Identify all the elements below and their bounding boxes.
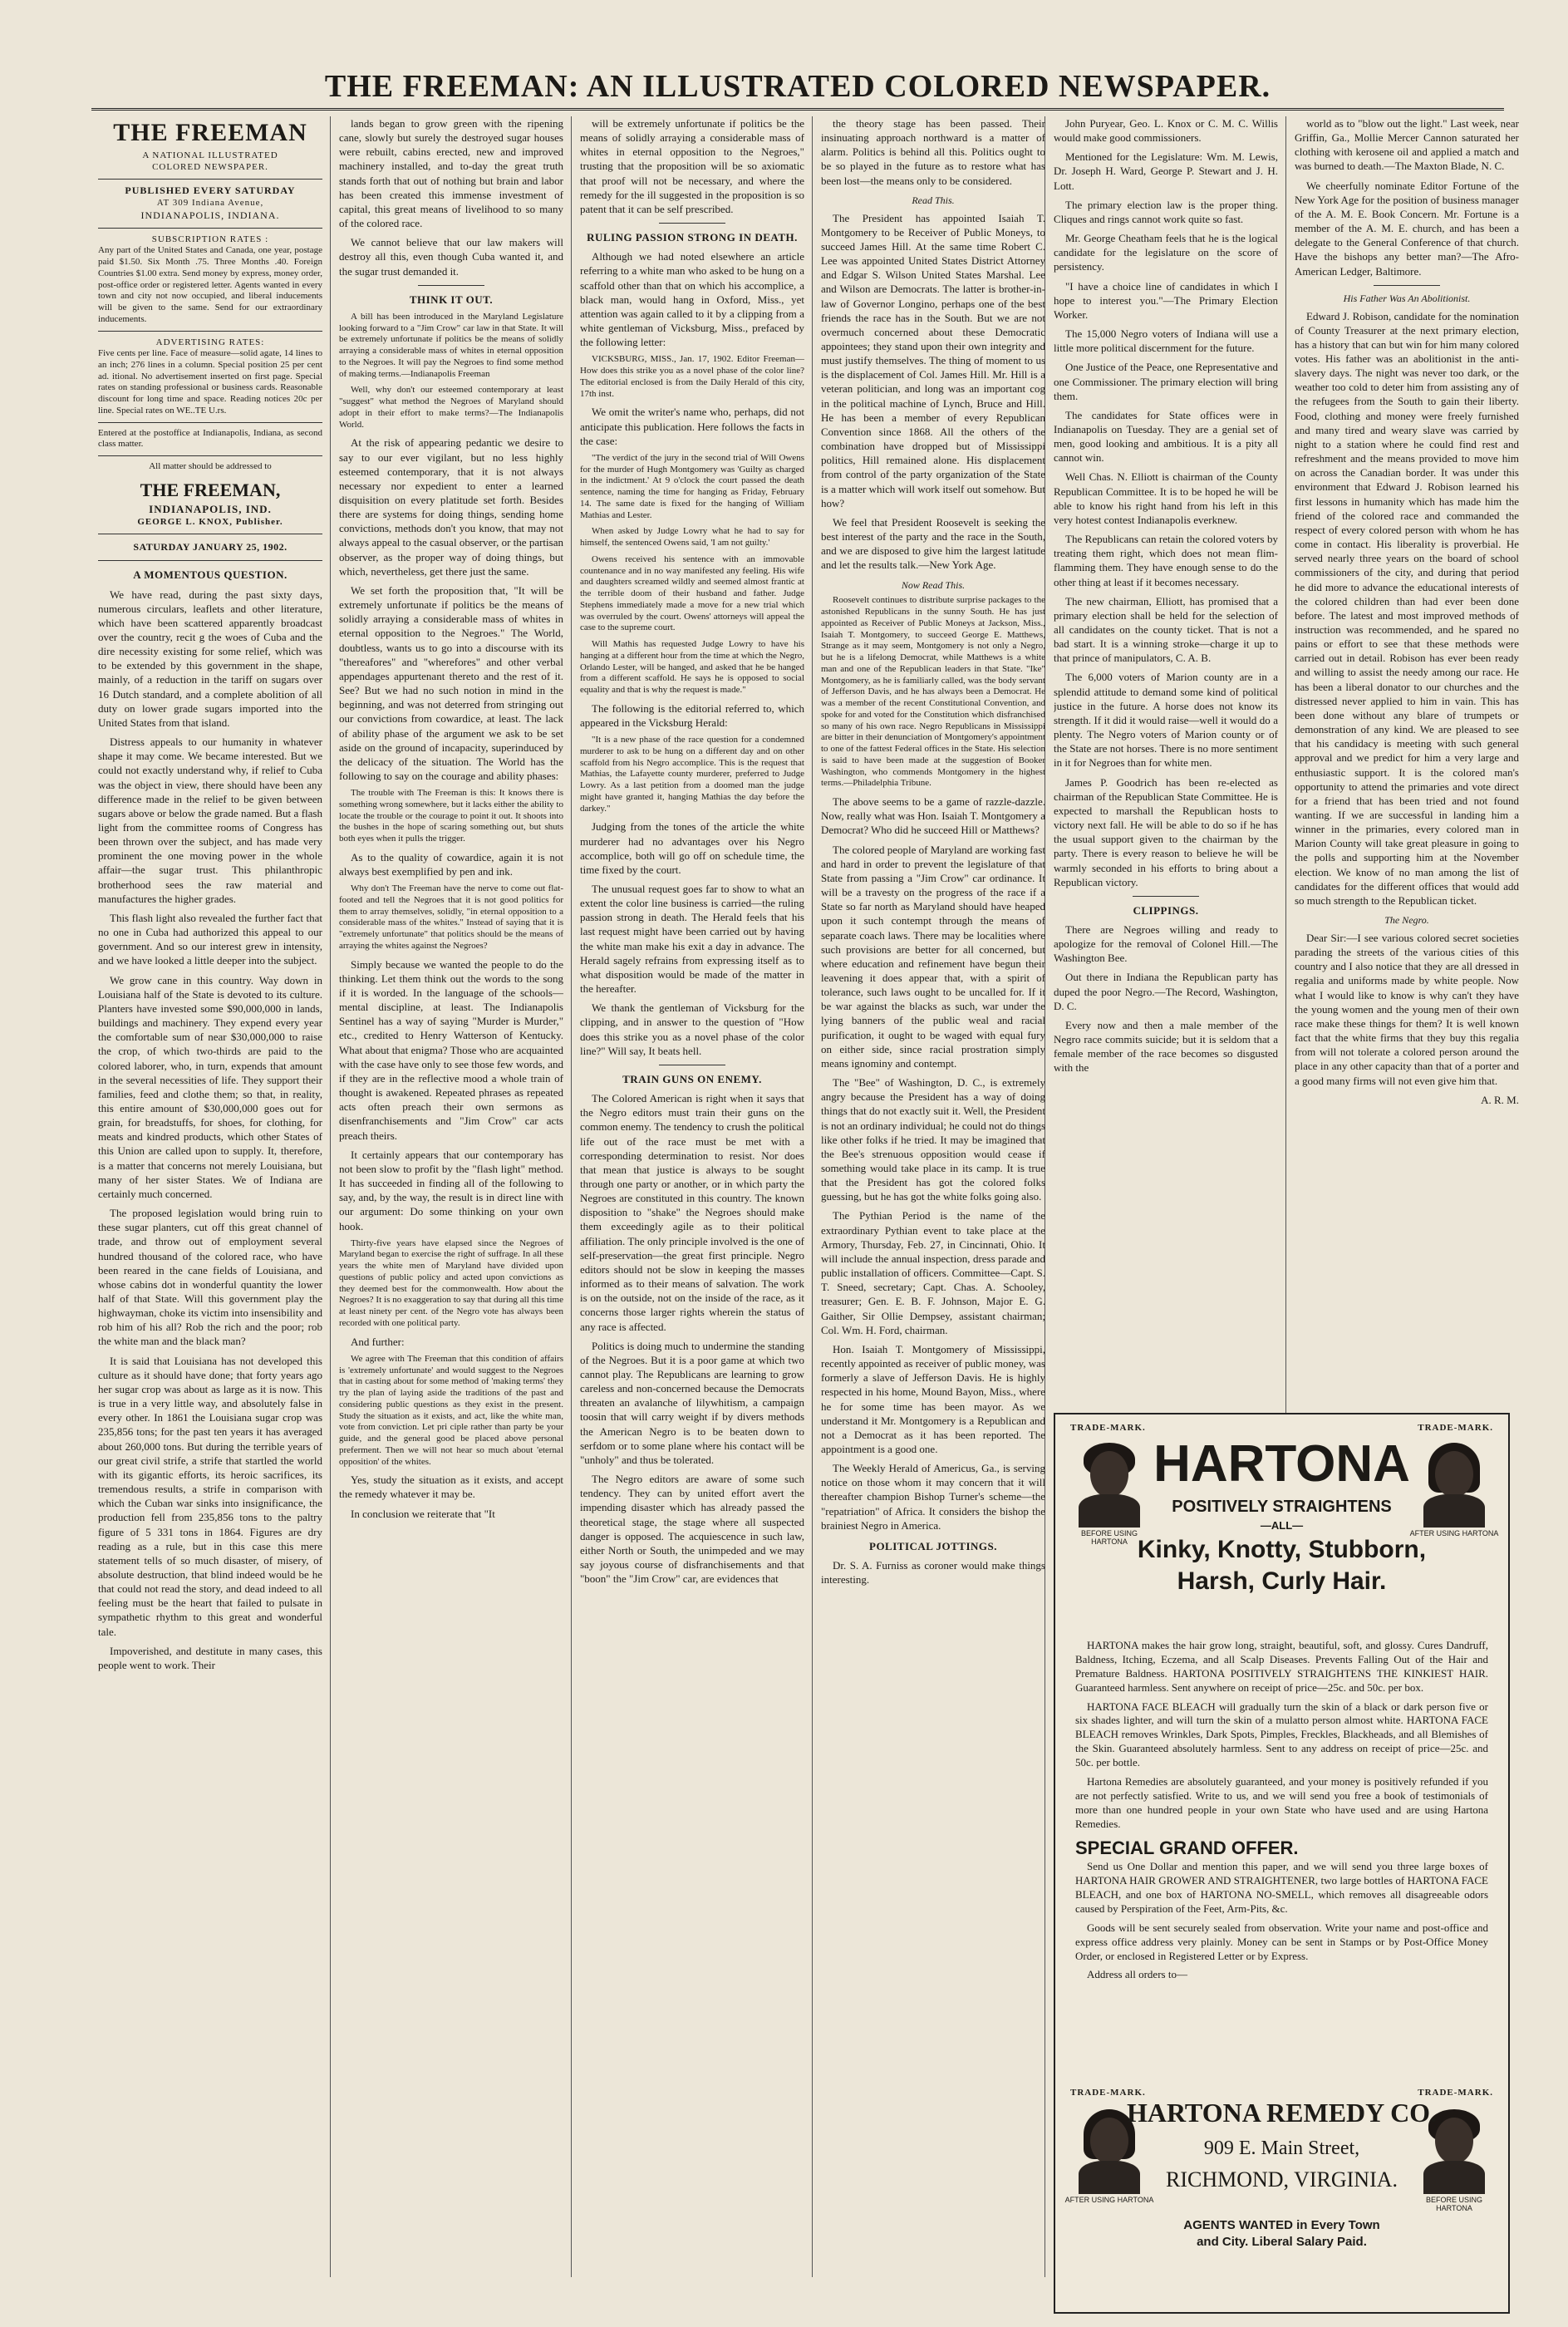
article-paragraph: The Negro editors are aware of some such tendency. They can by united effort avert the impending disaster which has already passed the theoretical stage, the stage where all suspected danger is opposed. The acquiescence in such law, either North or South, the unimpeded and we may say joyous course of disfranchisements and that "boon" the "Jim Crow" car, are evidences that <box>580 1473 804 1586</box>
article-paragraph: James P. Goodrich has been re-elected as chairman of the Republican State Committee. He is expected to marshall the Republican hosts to victory next fall. He will be able to do so if he has the usual support given to the chairman by the party. There is every reason to believe he will be warmly seconded in his efforts to bring about a Republican victory. <box>1054 775 1278 888</box>
article-paragraph: Owens received his sentence with an immovable countenance and in no way manifested any feeling. His wife and daughters screamed wildly and seemed almost frantic at the terrible doom of their husband and father. Judge Stephens immediately made a move for a new trial which was overruled by the court. Owens' attorneys will appeal the case to the supreme court. <box>580 553 804 633</box>
article-headline: His Father Was An Abolitionist. <box>1343 292 1471 304</box>
ad-paragraph: Address all orders to— <box>1087 1968 1187 1981</box>
published-line: PUBLISHED EVERY SATURDAY <box>125 184 296 196</box>
column-2 <box>339 116 563 2277</box>
masthead-box-subtitle: COLORED NEWSPAPER. <box>152 162 268 173</box>
divider <box>418 285 484 286</box>
column-divider <box>571 116 572 2277</box>
article-paragraph: Well, why don't our esteemed contemporary at least "suggest" what method the Negroes of Maryland should adopt in their effort to make terms?—The Indianapolis World. <box>339 385 563 430</box>
issue-date: SATURDAY JANUARY 25, 1902. <box>133 540 288 553</box>
brand-name: HARTONA <box>1153 1435 1410 1493</box>
trademark-label: TRADE-MARK. <box>1070 2088 1146 2098</box>
article-paragraph: Every now and then a male member of the Negro race commits suicide; but it is seldom that a female member of the race becomes so disgusted with the <box>1054 1018 1278 1075</box>
agents-wanted: AGENTS WANTED in Every Town and City. Liberal Salary Paid. <box>1183 2218 1380 2250</box>
special-offer-heading: SPECIAL GRAND OFFER. <box>1075 1837 1299 1858</box>
article-paragraph: The above seems to be a game of razzle-dazzle. Now, really what was Hon. Isaiah T. Montgomery a Democrat? Who did he succeed Hill or Matthews? <box>821 795 1045 837</box>
article-paragraph: One Justice of the Peace, one Representative and one Commissioner. The primary election will bring them. <box>1054 361 1278 402</box>
article-headline: A MOMENTOUS QUESTION. <box>133 568 288 582</box>
article-paragraph: We feel that President Roosevelt is seeking the best interest of the party and the race in the South, and we are disposed to give him the largest latitude and let the results talk.—New York Age. <box>821 515 1045 572</box>
advertising-text: Five cents per line. Face of measure—solid agate, 14 lines to an inch; 276 lines in a column. Special position 25 per cent ad. itional. No advertisement inserted on first page. Special rates on standing professional or business cards. Reasonable discount for long time and space. Reading notices 20c per line. Special rates on WE..TE U.rs. <box>98 348 322 416</box>
ad-paragraph: HARTONA FACE BLEACH will gradually turn the skin of a black or dark person five or six shades lighter, and will turn the skin of a mulatto person almost white. HARTONA FACE BLEACH removes Wrinkles, Dark Spots, Pimples, Freckles, Blackheads, and all Blemishes of the Skin. Guaranteed absolutely harmless. Sent to any address on receipt of price—25c. and 50c. per bottle. <box>1075 1700 1488 1769</box>
article-paragraph: This flash light also revealed the further fact that no one in Cuba had authorized this appeal to our government. And so our interest grew in intensity, and we have looked a little deeper into the subject. <box>98 911 322 967</box>
article-paragraph: There are Negroes willing and ready to apologize for the removal of Colonel Hill.—The Washington Bee. <box>1054 922 1278 965</box>
article-paragraph: Impoverished, and destitute in many cases, this people went to work. Their <box>98 1644 322 1671</box>
article-paragraph: VICKSBURG, MISS., Jan. 17, 1902. Editor Freeman—How does this strike you as a novel phase of the color line? The editorial enclosed is from the Daily Herald of this city, 17th inst. <box>580 354 804 399</box>
article-paragraph: "The verdict of the jury in the second trial of Will Owens for the murder of Hugh Montgomery was 'Guilty as charged in the indictment.' At 9 o'clock the court passed the death sentence, naming the time for hanging as Friday, February 14. The same date is fixed for the hanging of William Mathias and Lester. <box>580 452 804 520</box>
article-paragraph: Thirty-five years have elapsed since the Negroes of Maryland began to exercise the right of suffrage. In all these years the white men of Maryland have divided upon questions of public policy and acted upon convictions as they deemed best for the commonwealth. How about the Negroes? It is no exaggeration to say that during all this time at least ninety per cent. of the Negro vote has always been recorded with one political party. <box>339 1237 563 1328</box>
article-paragraph: the theory stage has been passed. Their insinuating approach northward is a matter of alarm. Politics is behind all this. Politics ought to be so played in the future as to restore what has been lost—the means only to be considered. <box>821 117 1045 187</box>
city-line: INDIANAPOLIS, INDIANA. <box>140 209 280 221</box>
divider <box>98 455 322 456</box>
article-headline: CLIPPINGS. <box>1133 903 1199 917</box>
article-paragraph: The Weekly Herald of Americus, Ga., is serving notice on those whom it may concern that it will thereafter champion Bishop Turner's scheme—the "repatriation" of Africa. It considers the bishop the brainiest Negro in America. <box>821 1462 1045 1532</box>
article-paragraph: "It is a new phase of the race question for a condemned murderer to ask to be hung on a different day and on other scaffold from his Negro accomplice. This is the request that Mathias, the Lafayette county murderer, preferred to Judge Lowry. As a last petition from a doomed man the judge might have granted it, hanging Mathias the day before the darkey." <box>580 735 804 814</box>
article-headline: POLITICAL JOTTINGS. <box>869 1539 997 1552</box>
article-paragraph: In conclusion we reiterate that "It <box>351 1507 495 1520</box>
divider <box>1374 285 1440 286</box>
ad-paragraph: Send us One Dollar and mention this paper, and we will send you three large boxes of HARTONA HAIR GROWER AND STRAIGHTENER, two large bottles of HARTONA FACE BLEACH, and one box of HARTONA NO-SMELL, which removes all disagreeable odors caused by Perspiration of the Feet, Arm-Pits, &c. <box>1075 1860 1488 1915</box>
article-paragraph: And further: <box>351 1335 405 1348</box>
divider <box>1133 896 1199 897</box>
divider <box>98 331 322 332</box>
divider <box>659 223 725 224</box>
subscription-text: Any part of the United States and Canada, one year, postage paid $1.50. Six Month .75. Three Months .40. Foreign Countries $1.00 extra. Send money by express, money order, post-office order or registered letter. Agents wanted in every town and city not now occupied, and liberal inducements will be given to the same. Send for our extraordinary inducements. <box>98 245 322 324</box>
column-divider <box>330 116 331 2277</box>
article-paragraph: The "Bee" of Washington, D. C., is extremely angry because the President has a way of doing things that do not exactly suit it. Well, the President is not an ordinary individual; he could not do things like other folks if he tried. It may be imagined that the Bee's strenuous opposition would cease if something would take place in its camp. It is true that the President has got the colored folks guessing, but he has got the white folks going also. <box>821 1076 1045 1203</box>
article-paragraph: As to the quality of cowardice, again it is not always best exemplified by pen and ink. <box>339 850 563 878</box>
company-street: 909 E. Main Street, <box>1203 2138 1360 2159</box>
trademark-label: TRADE-MARK. <box>1070 1423 1146 1433</box>
article-paragraph: lands began to grow green with the ripening cane, slowly but surely the destroyed sugar houses were rebuilt, cabins erected, new and improved machinery installed, and to-day the great truth stands forth that out of nothing but brain and labor has been created this immense investment of capital, this great means of livelihood to so many of the colored race. <box>339 117 563 230</box>
portrait-caption: BEFORE USING HARTONA <box>1425 2196 1482 2212</box>
article-paragraph: Dr. S. A. Furniss as coroner would make things interesting. <box>821 1559 1045 1587</box>
article-paragraph: Edward J. Robison, candidate for the nomination of County Treasurer at the next primary election, has a history that can but win for him many colored votes. His father was an abolitionist in the anti-slavery days. The night was never too dark, or the weather too cold to deter him from assisting any of the refugees from the South to gain their liberty. Food, clothing and money were freely furnished and many tired and weary slave was carried by night to a station where he could find rest and refreshment and the means provided to move him on across the Canadian border. It was under this environment that Edward J. Robison learned his first lessons in humanity which has made him the friend of the colored race and commanded the respect of every colored person with whom he has come in contact. His liberality is proverbial. He served nearly three years on the board of school commissioners of the city, and during that period he did more to advance the educational interests of the colored children than had ever been done before. The latest and most improved methods of instruction was recommended, and he spared no pains or effort to see that these methods were carried out in detail. Robison has ever been ready and willing to assist the needy among our race. He has been a liberal donator to our churches and the distressed never applied to him in vain. This has been done without any blare of trumpets or demonstration of any kind. We are pleased to see that his candidacy is meeting with such general approval and we predict for him a very large and enthusiastic support. It is the colored man's opportunity to attend the primaries and vote direct for a friend that has been tried and not found wanting. If we are successful in landing him a winner in the primaries, every colored man in Marion County will take great pleasure in going to the polls and supporting him at the November election. We know of no man among the list of candidates for the different offices that would add so much strength to the Republican ticket. <box>1295 309 1519 907</box>
article-paragraph: We set forth the proposition that, "It will be extremely unfortunate if politics be the means of solidly arraying a considerable mass of whites in eternal opposition to the Negroes." The World, doubtless, wants us to go into a discourse with its "thereafores" and "wherefores" and other verbal appendages appurtenant thereto and the rest of it. See? But we had no such notion in mind in the beginning, and was not deterred from stringing out our convictions from cowardice, at least. The lack of ability phase of the argument we ask to be set aside on the ground of incapacity, superinduced by the delicacy of the situation. The World has the following to say on the courage and ability phases: <box>339 583 563 782</box>
entered-notice: Entered at the postoffice at Indianapolis, Indiana, as second class matter. <box>98 427 322 450</box>
article-paragraph: The Colored American is right when it says that the Negro editors must train their guns on the common enemy. The tendency to crush the political life out of the race must be met with a corresponding determination to resist. Nor does that mean that justice is always to be sought through one party or another, or in which party the Negroes are constituted in this country. The known disposition to "shake" the Negroes should make them exceedingly agile as to their political affiliation. The only principle involved is the one of self-preservation—the great first principle. Negro editors should not be slow in keeping the masses informed as to their means of salvation. The work is on the outside, not on the inside of the race, as it concerns those larger rights wherein the status of any race is affected. <box>580 1092 804 1333</box>
article-paragraph: The primary election law is the proper thing. Cliques and rings cannot work quite so fast. <box>1054 198 1278 225</box>
article-paragraph: Mr. George Cheatham feels that he is the logical candidate for the legislature on the score of persistency. <box>1054 232 1278 273</box>
publisher-city: INDIANAPOLIS, IND. <box>149 502 272 515</box>
article-headline: Now Read This. <box>901 578 966 591</box>
article-paragraph: We thank the gentleman of Vicksburg for the clipping, and in answer to the question of "How does this strike you as a novel phase of the color line?" Will say, It beats hell. <box>580 1001 804 1057</box>
article-paragraph: Yes, study the situation as it exists, and accept the remedy whatever it may be. <box>339 1473 563 1501</box>
column-1 <box>98 116 322 2277</box>
article-paragraph: The unusual request goes far to show to what an extent the color line business is carried—the ruling passion strong in death. The Herald feels that his last request might have been carried out by having the white man make his exit a day in advance. The Herald sagely refrains from expressing itself as to what disposition would be made of the matter in the hereafter. <box>580 883 804 996</box>
column-3 <box>580 116 804 2277</box>
tagline: Harsh, Curly Hair. <box>1177 1567 1387 1595</box>
article-paragraph: The colored people of Maryland are working fast and hard in order to prevent the legislature of that State from passing a "Jim Crow" car ordinance. It will be a travesty on the progress of the race if a State so far north as Maryland should have heaped upon it such contempt through the means of separate coach laws. There may be localities where such provisions are better for all concerned, but where education and refinement have begun their leavening it does appear that, with a spirit of tolerance, such laws ought to be uncalled for. If it be war against the blacks as such, war under the lying banners of the public weal and racial purification, it ought to be waged with equal fury on either side, since racial prostration simply means ignominy and contempt. <box>821 843 1045 1070</box>
letter-signature: A. R. M. <box>1481 1093 1519 1106</box>
column-divider <box>812 116 813 2277</box>
divider <box>98 560 322 561</box>
hartona-advertisement <box>1054 1413 1510 2314</box>
column-4 <box>821 116 1045 2277</box>
article-paragraph: Hon. Isaiah T. Montgomery of Mississippi, recently appointed as receiver of public money, was formerly a slave of Jefferson Davis. He is highly respected in his home, Mound Bayon, Miss., where he for some time has been mayor. As we understand it Mr. Montgomery is a Republican and not a Democrat as it has been reported. The appointment is a good one. <box>821 1342 1045 1455</box>
article-paragraph: It certainly appears that our contemporary has not been slow to profit by the "flash light" method. It has succeeded in finding all of the following to say, and, by the way, the result is in direct line with our argument: Do some thinking on your own hook. <box>339 1148 563 1232</box>
company-city: RICHMOND, VIRGINIA. <box>1165 2167 1398 2192</box>
article-paragraph: When asked by Judge Lowry what he had to say for himself, the sentenced Owens said, 'I am not guilty.' <box>580 526 804 549</box>
column-6 <box>1295 116 1519 1400</box>
article-paragraph: The trouble with The Freeman is this: It knows there is something wrong somewhere, but it lacks either the ability to locate the trouble or the courage to point it out. It shoots into the bushes in the hope of scaring something out, but shuts both eyes when it pulls the trigger. <box>339 788 563 844</box>
article-paragraph: John Puryear, Geo. L. Knox or C. M. C. Willis would make good commissioners. <box>1054 117 1278 145</box>
address-notice: All matter should be addressed to <box>149 461 272 472</box>
article-paragraph: We omit the writer's name who, perhaps, did not anticipate this publication. Here follows the facts in the case: <box>580 406 804 447</box>
masthead-box-subtitle: A NATIONAL ILLUSTRATED <box>142 150 278 160</box>
publisher-line: GEORGE L. KNOX, Publisher. <box>137 517 283 528</box>
article-paragraph: The proposed legislation would bring ruin to these sugar planters, cut off this great channel of trade, and throw out of employment several hundred thousand of the colored race, who have been reared in the cane fields of Louisiana, and whose cabins dot in wonderful quantity the lower half of that State. Will this government play the highwayman, choke its victim into insensibility and rob him of his all? Rob the rich and the poor; rob the white man and the black man? <box>98 1207 322 1348</box>
article-paragraph: Dear Sir:—I see various colored secret societies parading the streets of the various cities of this country and I also notice that they are all dressed in regalia and uniforms made by white people. Now what I would like to know is why can't they have the young women and the young men of their own race make these things for them? It is well known fact that the white firms that they buy this regalia from will not tolerate a colored person around the place in any other capacity than that of a porter and a good many firms will not even give him that. <box>1295 931 1519 1087</box>
article-headline: RULING PASSION STRONG IN DEATH. <box>587 231 798 244</box>
article-paragraph: The 15,000 Negro voters of Indiana will use a little more political discernment for the future. <box>1054 327 1278 355</box>
article-paragraph: Distress appeals to our humanity in whatever shape it may come. We became interested. But we could not exactly understand why, if relief to Cuba was the object in view, there should have been any difference made in the relief to be given between sugars above or below the grade named. But a flash light from the committee rooms of Congress has been thrown over the subject, and has made very prominent the one moving power in the whole affair—the sugar trust. This philanthropic brotherhood sees the raw material and manufactures the higher grades. <box>98 735 322 905</box>
article-paragraph: Judging from the tones of the article the white murderer had no advantages over his Negro accomplice, both will go off on schedule time, the time fixed by the court. <box>580 820 804 876</box>
advertising-heading: ADVERTISING RATES: <box>155 337 265 347</box>
tagline: POSITIVELY STRAIGHTENS <box>1172 1498 1392 1516</box>
article-paragraph: Will Mathis has requested Judge Lowry to have his hanging at a different hour from the time at which the Negro, Orlando Lester, will be hanged, and asked that he be hanged from a different scaffold. He says he is opposed to social equality and that is why the request is made." <box>580 639 804 696</box>
trademark-label: TRADE-MARK. <box>1418 2088 1493 2098</box>
article-paragraph: At the risk of appearing pedantic we desire to say to our ever vigilant, but no less highly esteemed contemporary, that it is not always necessary nor expedient to enter a learned disquisition on every platitude set forth. Besides there are systems for doing things, sending home convictions, methods don't you know, that may not always appeal to the casual observer, or the partisan observer, as the proper way of doing things, but which, nevertheless, get there just the same. <box>339 436 563 578</box>
article-paragraph: The Pythian Period is the name of the extraordinary Pythian event to take place at the Armory, Thursday, Feb. 27, in Cincinnati, Ohio. It will include the annual inspection, dress parade and public installation of officers. Committee—Capt. S. T. Sneed, secretary; Capt. Chas. A. Schooley, treasurer; Gen. E. B. F. Johnson, Major E. G. Gaither, Sir Ollie Dempsey, assistant chairman; Col. Wm. H. Ford, chairman. <box>821 1209 1045 1336</box>
article-headline: THINK IT OUT. <box>409 293 494 306</box>
article-paragraph: We have read, during the past sixty days, numerous circulars, leaflets and other literature, which have been scattered apparently broadcast over the country, recit g the woes of Cuba and the dire necessity existing for some relief, which was to be extended by this government in the shape, mainly, of a reduction in the tariff on sugars over 16 Dutch standard, and a complete abolition of all duty on lower grade sugars imported into the United States from that island. <box>98 588 322 729</box>
article-paragraph: will be extremely unfortunate if politics be the means of solidly arraying a considerable mass of whites in eternal opposition to the Negroes," trusting that the proposition will be so axiomatic that proof will not be necessary, and where the remedy for the ill suggested in the proposition is so patent that it can be self prescribed. <box>580 117 804 215</box>
portrait-caption: AFTER USING HARTONA <box>1409 1529 1499 1537</box>
article-headline: The Negro. <box>1384 914 1429 927</box>
article-paragraph: We agree with The Freeman that this condition of affairs is 'extremely unfortunate' and would suggest to the Negroes that in casting about for some method of 'making terms' they try the plan of laying aside the traditions of the past and considering public questions as they exist in the present. Study the situation as it exists, and act, like the white man, vote from conviction. Let pri ciple rather than party be your guide, and the general good be placed above personal preferment. Then we will not hear so much about 'eternal opposition' of the whites. <box>339 1353 563 1467</box>
article-paragraph: It is said that Louisiana has not developed this culture as it should have done; that forty years ago her sugar crop was about as large as it is now. This is true in a very little way, and absolutely false in every other. In 1861 the Louisiana sugar crop was 235,856 tons; for the past ten years it has averaged about 260,000 tons. But during the terrible years of our great civil strife, a strife that startled the world with its gigantic efforts, its heroic sacrifices, its tremendous results, a strife in comparison with which the Cuban war sinks into insignificance, the production fell from 235,856 tons to the paltry figure of 5 331 tons in 1864. Figures are dry reading as a rule, but in this case this mere statement tells of so much disaster, of misery, of absolute destruction, that blind indeed would be he that could not read the story, and dead indeed to all feeling must be the heart that failed to pulsate in sympathetic rhythm to this great and wonderful tale. <box>98 1354 322 1638</box>
tagline: —ALL— <box>1260 1519 1304 1532</box>
article-paragraph: The new chairman, Elliott, has promised that a primary election shall be held for the selection of all candidates on the county ticket. That is not a bad start. It is a winning stroke—charge it up to that prince of manipulators, C. A. B. <box>1054 594 1278 665</box>
article-paragraph: Why don't The Freeman have the nerve to come out flat-footed and tell the Negroes that it is not good politics for them to array themselves, solidly, "in eternal opposition to a considerable mass of the whites." Instead of saying that it is "extremely unfortunate" that politics should be the means of arraying the whites against the Negroes? <box>339 883 563 951</box>
article-paragraph: The 6,000 voters of Marion county are in a splendid attitude to demand some kind of political justice in the future. A horse does not know its strength. If it did it would raise—well it would do a plenty. The Negro voters of Marion county or of the State are not horses. There is no more sentiment in it for Negroes than for white men. <box>1054 671 1278 770</box>
article-headline: Read This. <box>912 194 955 206</box>
article-paragraph: The following is the editorial referred to, which appeared in the Vicksburg Herald: <box>580 701 804 729</box>
article-paragraph: We cheerfully nominate Editor Fortune of the New York Age for the position of business manager of the A. M. E. Book Concern. Mr. Fortune is a member of the A. M. E. church, and has been a delegate to the General Conference of that church. Have the bishops any better man?—The Afro-American Ledger, Baltimore. <box>1295 179 1519 278</box>
article-paragraph: The Republicans can retain the colored voters by treating them right, which does not mean flim-flamming them. They have enough sense to do the other thing at least if it becomes necessary. <box>1054 533 1278 588</box>
article-paragraph: We grow cane in this country. Way down in Louisiana half of the State is devoted to its culture. Planters have invested some $90,000,000 in lands, buildings and machinery. They expend every year the comfortable sum of near $30,000,000 to raise the crop, of which two-thirds are paid to the colored laborer, who, in turn, expends that amount in the several necessities of life. They support their families, feed and clothe them; so that, in reality, this entire amount of $30,000,000 goes out for grain, for breadstuffs, for shoes, for clothing, for meats and kindred products, which other States of this Union are called upon to supply. It, therefore, is a matter that concerns not merely Louisiana, but many of her sister States. We of Indiana are certainly much concerned. <box>98 973 322 1200</box>
portrait-caption: AFTER USING HARTONA <box>1064 2196 1154 2204</box>
masthead-rule <box>91 108 1504 111</box>
divider <box>98 228 322 229</box>
publisher-name: THE FREEMAN, <box>140 479 281 500</box>
article-paragraph: The President has appointed Isaiah T. Montgomery to be Receiver of Public Moneys, to succeed James Hill. At the same time Robert C. Lee was appointed United States District Attorney and Edgar S. Wilson United States Marshal. Lee and Wilson are Democrats. The latter is brother-in-law of Governor Longino, perhaps one of the best friends the race has in the South. But we are not overmuch concerned about these Democratic appointees; they stand upon their own integrity and must justify themselves. The thing of moment to us is the displacement of Col. James Hill. Mr. Hill is a veteran politician, and long was an important cog in the political machine of Lynch, Bruce and Hill. He has been a member of every Republican Convention since 1868. All the others of the combination have dropped but of Mississippi politics, Hill remained alone. His displacement from control of the party organization of the State is a matter which will work itself out somehow. But how? <box>821 211 1045 509</box>
masthead: THE FREEMAN: AN ILLUSTRATED COLORED NEWSPAPER. <box>324 69 1271 104</box>
divider <box>98 179 322 180</box>
article-paragraph: Roosevelt continues to distribute surprise packages to the astonished Republicans in the sunny South. He has just appointed as Receiver of Public Moneys at Jackson, Miss., Isaiah T. Montgomery, to succeed George E. Matthews, Strange as it may seem, Montgomery is not only a Negro, but he is a lifelong Democrat, while Matthews is a white man and one of the Republican leaders in that State. "Ike" Montgomery, as he is familiarly called, was the body servant of Jefferson Davis, and he has always been a Democrat. He was a member of the recent Constitutional Convention, and spoke for and voted for the Constitution which disfranchised so many of his own race. Negro Republicans in Mississippi are bitter in their denunciation of Montgomery's appointment to one of the fattest Federal offices in the State. His selection is said to have been made at the suggestion of Booker Washington, who commends Montgomery in the highest terms.—Philadelphia Tribune. <box>821 595 1045 789</box>
tagline: Kinky, Knotty, Stubborn, <box>1137 1536 1427 1563</box>
company-name: HARTONA REMEDY CO. <box>1126 2098 1438 2128</box>
article-paragraph: A bill has been introduced in the Maryland Legislature looking forward to a "Jim Crow" car law in that State. It will be extremely unfortunate if politics be the means of solidly arraying a considerable mass of whites in eternal opposition to the Negroes. It will pay the Negroes to find some method of making terms.—Indianapolis Freeman <box>339 311 563 379</box>
article-paragraph: We cannot believe that our law makers will destroy all this, even though Cuba wanted it, and the sugar trust demanded it. <box>339 236 563 278</box>
masthead-box-title: THE FREEMAN <box>113 119 307 146</box>
article-paragraph: The candidates for State offices were in Indianapolis on Tuesday. They are a genial set of men, good looking and ambitious. It is a pity all cannot win. <box>1054 408 1278 465</box>
article-paragraph: Although we had noted elsewhere an article referring to a white man who asked to be hung on a scaffold other than that on which his accomplice, a black man, would hang in Oxford, Miss., yet attention was again called to it by a clipping from a white gentleman of Vicksburg, Miss., prefaced by the following letter: <box>580 250 804 349</box>
article-paragraph: world as to "blow out the light." Last week, near Griffin, Ga., Mollie Mercer Cannon saturated her clothing with kerosene oil and applied a match and was burned to death.—The Maxton Blade, N. C. <box>1295 117 1519 173</box>
ad-copy <box>1075 1639 1488 1987</box>
article-paragraph: Politics is doing much to undermine the standing of the Negroes. But it is a poor game at which two cannot play. The Republicans are learning to grow careless and non-concerned because the Democrats threaten an avalanche of lilywhitism, a campaign toosin that will carry weight if by divers methods the American Negro is to be beaten down to serfdom or to some plane where his contact will be "unholy" and thus be tolerated. <box>580 1339 804 1466</box>
portrait-caption: BEFORE USING HARTONA <box>1080 1529 1138 1546</box>
article-paragraph: Mentioned for the Legislature: Wm. M. Lewis, Dr. Joseph H. Ward, George P. Stewart and J. H. Lott. <box>1054 150 1278 192</box>
ad-paragraph: Goods will be sent securely sealed from observation. Write your name and post-office and express office address very plainly. Money can be sent in Stamps or by Post-Office Money Order, or enclosed in Registered Letter or by Express. <box>1075 1921 1488 1962</box>
ad-paragraph: Hartona Remedies are absolutely guaranteed, and your money is positively refunded if you are not perfectly satisfied. Write to us, and we will send you free a book of testimonials of more than one hundred people in your own State who have used and are using Hartona Remedies. <box>1075 1775 1488 1830</box>
article-paragraph: Well Chas. N. Elliott is chairman of the County Republican Committee. It is to be hoped he will be able to know his right hand from his left in this very hotest contest Indianapolis everknew. <box>1054 470 1278 526</box>
ad-paragraph: HARTONA makes the hair grow long, straight, beautiful, soft, and glossy. Cures Dandruff, Baldness, Itching, Eczema, and all Scalp Diseases. Prevents Falling Out of the Hair and Premature Baldness. HARTONA POSITIVELY STRAIGHTENS THE KINKIEST HAIR. Guaranteed harmless. Sent anywhere on receipt of price—25c. and 50c. per box. <box>1075 1639 1488 1694</box>
article-paragraph: "I have a choice line of candidates in which I hope to interest you."—The Primary Election Worker. <box>1054 279 1278 321</box>
address-line: AT 309 Indiana Avenue, <box>156 198 264 209</box>
article-headline: TRAIN GUNS ON ENEMY. <box>622 1072 762 1085</box>
divider <box>98 422 322 423</box>
trademark-label: TRADE-MARK. <box>1418 1423 1493 1433</box>
subscription-heading: SUBSCRIPTION RATES : <box>151 234 269 244</box>
article-paragraph: Simply because we wanted the people to do the thinking. Let them think out the words to the song if it is worded. In the language of the schools—mental discipline, at least. The Indianapolis Sentinel has a way of saying "Murder is Murder," etc., credited to Henry Watterson of Kentucky. What about that enigma? Those who are acquainted with the case have only to see those few words, and if they are in the reflective mood a whole train of thought is awakened. Repeated phrases as repeated acts often preach their own sermons as disenfranchisements and "Jim Crow" car acts preach theirs. <box>339 957 563 1142</box>
article-paragraph: Out there in Indiana the Republican party has duped the poor Negro.—The Record, Washington, D. C. <box>1054 971 1278 1012</box>
